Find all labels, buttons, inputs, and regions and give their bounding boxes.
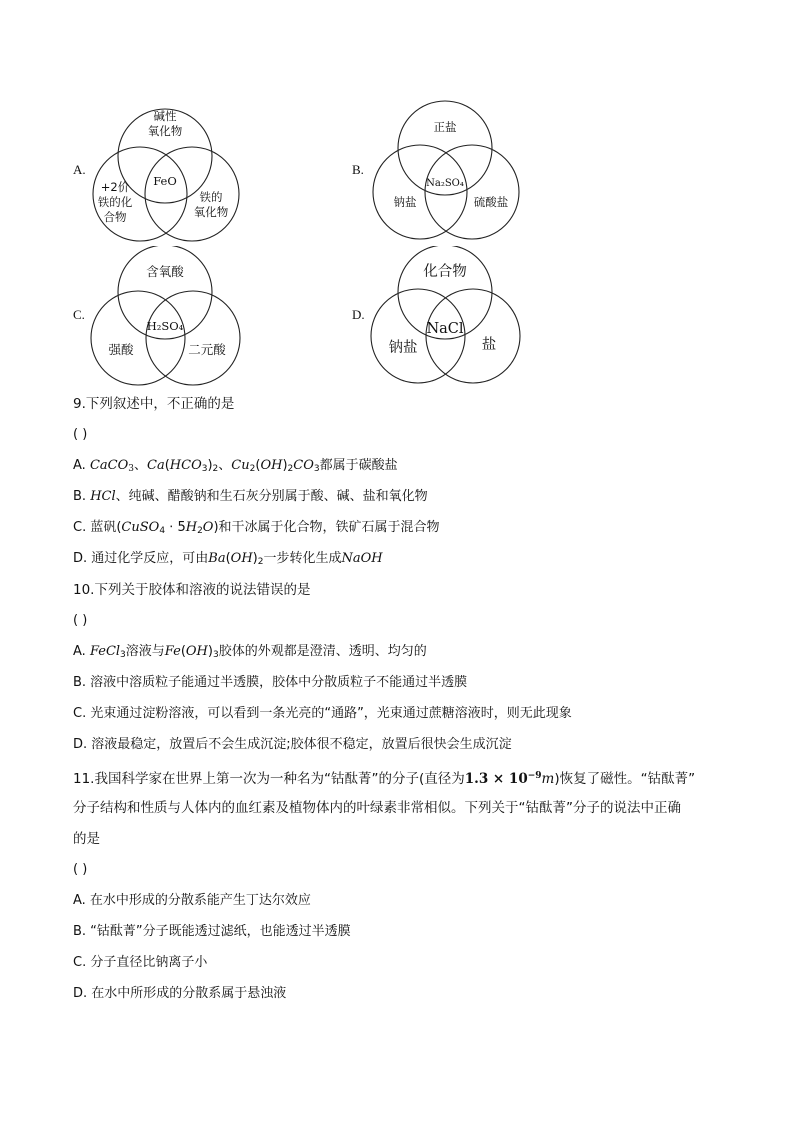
venn-a-left-circle <box>93 147 187 241</box>
question-9-paren: ( ) <box>73 427 88 442</box>
question-11-paren: ( ) <box>73 862 88 877</box>
question-10-paren: ( ) <box>73 613 88 628</box>
venn-c-right-label: 二元酸 <box>188 342 226 357</box>
question-11-option-d: D. 在水中所形成的分散系属于悬浊液 <box>73 986 287 1001</box>
venn-a-right-label-1: 铁的 <box>199 190 223 204</box>
question-10-option-b: B. 溶液中溶质粒子能通过半透膜，胶体中分散质粒子不能通过半透膜 <box>73 675 468 690</box>
venn-diagram-a <box>85 98 255 243</box>
question-10-stem: 10.下列关于胶体和溶液的说法错误的是 <box>73 582 311 598</box>
venn-b-left-circle <box>373 145 467 239</box>
venn-diagram-c <box>85 246 255 391</box>
question-10-option-c: C. 光束通过淀粉溶液，可以看到一条光亮的“通路”，光束通过蔗糖溶液时，则无此现象 <box>73 706 572 721</box>
venn-c-center-label: H₂SO₄ <box>146 319 184 333</box>
question-9-option-c: C. 蓝矾(CuSO$_4$ ⋅ $5H_2O$)和干冰属于化合物，铁矿石属于混合物 <box>73 520 440 536</box>
question-11-option-a: A. 在水中形成的分散系能产生丁达尔效应 <box>73 893 311 908</box>
venn-b-top-label: 正盐 <box>433 120 457 134</box>
venn-a-left-label-3: 合物 <box>103 210 127 224</box>
venn-b-right-circle <box>425 145 519 239</box>
venn-a-left-label-2: 铁的化 <box>97 195 133 209</box>
venn-d-center-label: NaCl <box>426 321 464 337</box>
venn-diagram-b <box>365 98 535 243</box>
venn-c-left-label: 强酸 <box>108 342 134 357</box>
option-c-letter: C. <box>73 307 85 322</box>
venn-c-top-label: 含氧酸 <box>146 264 184 279</box>
question-9-stem: 9.下列叙述中，不正确的是 <box>73 396 235 412</box>
question-11-option-c: C. 分子直径比钠离子小 <box>73 955 208 970</box>
question-9-option-d: D. 通过化学反应，可由$Ba(OH)_2$一步转化生成NaOH <box>73 551 383 567</box>
question-10-option-d: D. 溶液最稳定，放置后不会生成沉淀;胶体很不稳定，放置后很快会生成沉淀 <box>73 737 512 752</box>
option-a-letter: A. <box>73 162 86 177</box>
question-11-stem-line-3: 的是 <box>73 831 100 847</box>
venn-a-top-label-1: 碱性 <box>153 109 177 123</box>
question-10-option-a: A. FeCl$_3$溶液与$Fe(OH)_3$胶体的外观都是澄清、透明、均匀的 <box>73 644 427 660</box>
option-b-letter: B. <box>352 162 364 177</box>
venn-a-right-label-2: 氧化物 <box>193 205 229 219</box>
venn-d-top-label: 化合物 <box>423 264 467 280</box>
option-d-letter: D. <box>352 307 365 322</box>
venn-b-left-label: 钠盐 <box>393 195 417 209</box>
venn-d-right-label: 盐 <box>481 337 497 353</box>
venn-b-center-label: Na₂SO₄ <box>426 178 464 189</box>
question-9-option-a: A. CaCO$_3$、$Ca(HCO_3)_2$、$Cu_2(OH)_2CO_3$都属于碳酸盐 <box>73 458 398 474</box>
venn-d-left-label: 钠盐 <box>388 340 418 356</box>
venn-diagram-d <box>365 246 535 391</box>
venn-a-left-label-1: +2价 <box>100 180 130 194</box>
venn-b-right-label: 硫酸盐 <box>473 195 509 209</box>
question-9-option-b: B. HCl、纯碱、醋酸钠和生石灰分别属于酸、碱、盐和氧化物 <box>73 489 428 504</box>
venn-c-right-circle <box>146 291 240 385</box>
venn-a-top-label-2: 氧化物 <box>147 124 183 138</box>
question-11-option-b: B. “钴酞菁”分子既能透过滤纸，也能透过半透膜 <box>73 924 351 939</box>
question-11-stem-line-2: 分子结构和性质与人体内的血红素及植物体内的叶绿素非常相似。下列关于“钴酞菁”分子的说法中正确 <box>73 800 681 816</box>
venn-a-center-label: FeO <box>153 174 177 188</box>
question-11-stem-line-1: 11.我国科学家在世界上第一次为一种名为“钴酞菁”的分子(直径为$1.3 \times 10^{-9}m$)恢复了磁性。“钴酞菁” <box>73 771 696 787</box>
venn-c-left-circle <box>91 291 185 385</box>
